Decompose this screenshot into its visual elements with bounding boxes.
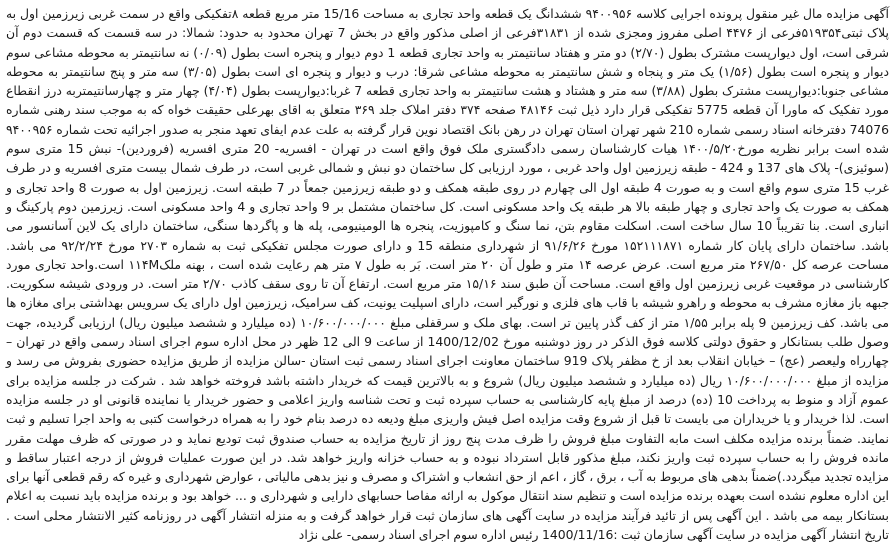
notice-body-text: آگهی مزایده مال غیر منقول پرونده اجرایی کلاسه ۹۴۰۰۹۵۶ ششدانگ یک قطعه واحد تجاری به مساحت 15/16 متر مربع قطعه ۸تفکیکی واقع در سمت غربی زیرزمین اول به پلاک ثبتی۵۱۹۳۵۴فرعی از ۴۴۷۶ اصلی مفروز ومجزی شده از ۳۱۸۳۱فرعی از اصلی مذکور واقع در بخش 7 تهران محدود به حدود: شمالا: در سه قسمت که قسمت دوم آن شرقی است، اول دیوارپست مشترک بطول (۲/۷۰) دو متر و هفتاد سانتیمتر به واحد تجاری قطعه 1 دوم دیوار و پنجره است بطول (۰/۰۹) نه سانتیمتر به محوطه مشاعی سوم دیوار و پنجره است بطول (۱/۵۶) یک متر و پنجاه و شش سانتیمتر به محوطه مشاعی شرقا: درب و دیوار و پنجره ای است بطول (۳/۰۵) سه متر و پنج سانتیمتر به محوطه مشاعی جنوبا:دیوارپست مشترک بطول (۳/۸۸) سه متر و هشتاد و هشت سانتیمتر به واحد تجاری قطعه 7 غربا:دیوارپست بطول (۴/۰۴) چهار متر و چهارسانتیمتربه درز انقطاع مورد تفکیک که ماورا آن قطعه 5775 تفکیکی قرار دارد ذیل ثبت ۴۸۱۴۶ صفحه ۳۷۴ دفتر املاک جلد ۳۶۹ متعلق به اقای بهرعلی حقیقت خواه که به موجب سند رهنی شماره 74076 دفترخانه اسناد رسمی شماره 210 شهر تهران استان تهران در رهن بانک اقتصاد نوین قرار گرفته به علت عدم ایفای تعهد منجر به صدور اجرائیه تحت شماره ۹۴۰۰۹۵۶ شده است برابر نظریه مورخ۱۴۰۰/۵/۲۰ هیات کارشناسان رسمی دادگستری ملک فوق واقع است در تهران - افسریه- 20 متری افسریه (فروردین)- نبش 15 متری سوم (سوئیزی)- پلاک های 137 و 424 - طبقه زیرزمین اول واحد غربی ، مورد ارزیابی کل ساختمان دو نبش و شمالی غربی است، در طرف شمال بیست متری افسریه و در طرف غرب 15 متری سوم واقع است و به صورت 4 طبقه اول الی چهارم در روی طبقه همکف و دو طبقه زیرزمین جمعاً در 7 طبقه است. زیرزمین اول به صورت 8 واحد تجاری و همکف به صورت یک واحد تجاری و چهار طبقه بالا هر طبقه یک واحد مسکونی است. کل ساختمان مشتمل بر 9 واحد تجاری و 4 واحد مسکونی است. زیرزمین دوم پارکینگ و انباری است. بنا تقریباً 10 سال ساخت است. اسکلت مقاوم بتن، نما سنگ و کامپوزیت، پنجره ها الومینیومی، پله ها و پاگردها سنگی، ساختمان دارای یک لاین آسانسور می باشد. ساختمان دارای پایان کار شماره ۱۵۲۱۱۱۸۷۱ مورخ ۹۱/۶/۲۶ از شهرداری منطقه 15 و دارای صورت مجلس تفکیکی ثبت به شماره ۲۷۰۳ مورخ ۹۲/۲/۲۴ می باشد. مساحت عرصه کل ۲۶۷/۵۰ متر مربع است. عرض عرصه ۱۴ متر و طول آن ۲۰ متر است. بَر به طول ۷ متر هم رعایت شده است ، بهنه ملک۱۱۴M است.واحد تجاری مورد کارشناسی در موقعیت غربی زیرزمین اول واقع است. مساحت آن طبق سند ۱۵/۱۶ متر مربع است. ارتفاع آن تا روی سقف کاذب ۲/۷۰ متر است. در ورودی شیشه سکوریت. جبهه باز مغازه مشرف به محوطه و راهرو شیشه با قاب های فلزی و نورگیر است، دارای اسپلیت یونیت، کف سرامیک، زیرزمین اول دارای یک سرویس بهداشتی برای مغازه ها می باشد. کف زیرزمین 9 پله برابر ۱/۵۵ متر از کف گذر پایین تر است. بهای ملک و سرقفلی مبلغ ۱۰/۶۰۰/۰۰۰/۰۰۰ (ده میلیارد و ششصد میلیون ریال) ارزیابی گردیده، جهت وصول طلب بستانکار و حقوق دولتی کلاسه فوق الذکر در روز دوشنبه مورخ 1400/12/02 از ساعت 9 الی 12 ظهر در محل اداره سوم اجرای اسناد رسمی واقع در تهران – چهارراه ولیعصر (عج) – خیابان انقلاب بعد از خ مظفر پلاک 919 ساختمان معاونت اجرای اسناد رسمی ثبت استان -سالن مزایده از طریق مزایده حضوری بفروش می رسد و مزایده از مبلغ ۱۰/۶۰۰/۰۰۰/۰۰۰ ریال (ده میلیارد و ششصد میلیون ریال) شروع و به بالاترین قیمت که خریدار داشته باشد فروخته خواهد شد . شرکت در جلسه مزایده برای عموم آزاد و منوط به پرداخت 10 (ده) درصد از مبلغ پایه کارشناسی به حساب سپرده ثبت و تحت شناسه واریز اعلامی و حضور خریدار یا نماینده قانونی او در جلسه مزایده است. لذا خریدار و یا خریداران می بایست تا قبل از شروع وقت مزایده اصل فیش واریزی مبلغ ودیعه ده درصد بنام خود را به همراه درخواست کتبی به واحد اجرا تسلیم و ثبت نمایند. ضمناً برنده مزایده مکلف است مابه التفاوت مبلغ فروش را ظرف مدت پنج روز از تاریخ مزایده به حساب صندوق ثبت تودیع نماید و در صورتی که ظرف مهلت مقرر مانده فروش را به حساب سپرده ثبت واریز نکند، مبلغ مذکور قابل استرداد نبوده و به حساب خزانه واریز خواهد شد. در این صورت عملیات فروش از درجه اعتبار ساقط و مزایده تجدید میگردد.)ضمناً بدهی های مربوط به آب ، برق ، گاز ، اعم از حق انشعاب و اشتراک و مصرف و نیز بدهی مالیاتی ، عوارض شهرداری و غیره که رقم قطعی آنها برای این اداره معلوم نشده است بعهده برنده مزایده است و تنظیم سند انتقال موکول به ارائه مفاصا حسابهای دارایی و شهرداری و ... خواهد بود و برنده مزایده باید نسبت به اعلام بستانکار بیمه می باشد . این آگهی پس از تائید فرآیند مزایده در سایت آگهی های سازمان ثبت قرار خواهد گرفت و به منزله انتشار آگهی در روزنامه کثیر الانتشار محلی است . تاریخ انتشار آگهی مزایده در سایت آگهی سازمان ثبت :1400/11/16 رئیس اداره سوم اجرای اسناد رسمی- علی نژاد bbox=[6, 6, 890, 543]
